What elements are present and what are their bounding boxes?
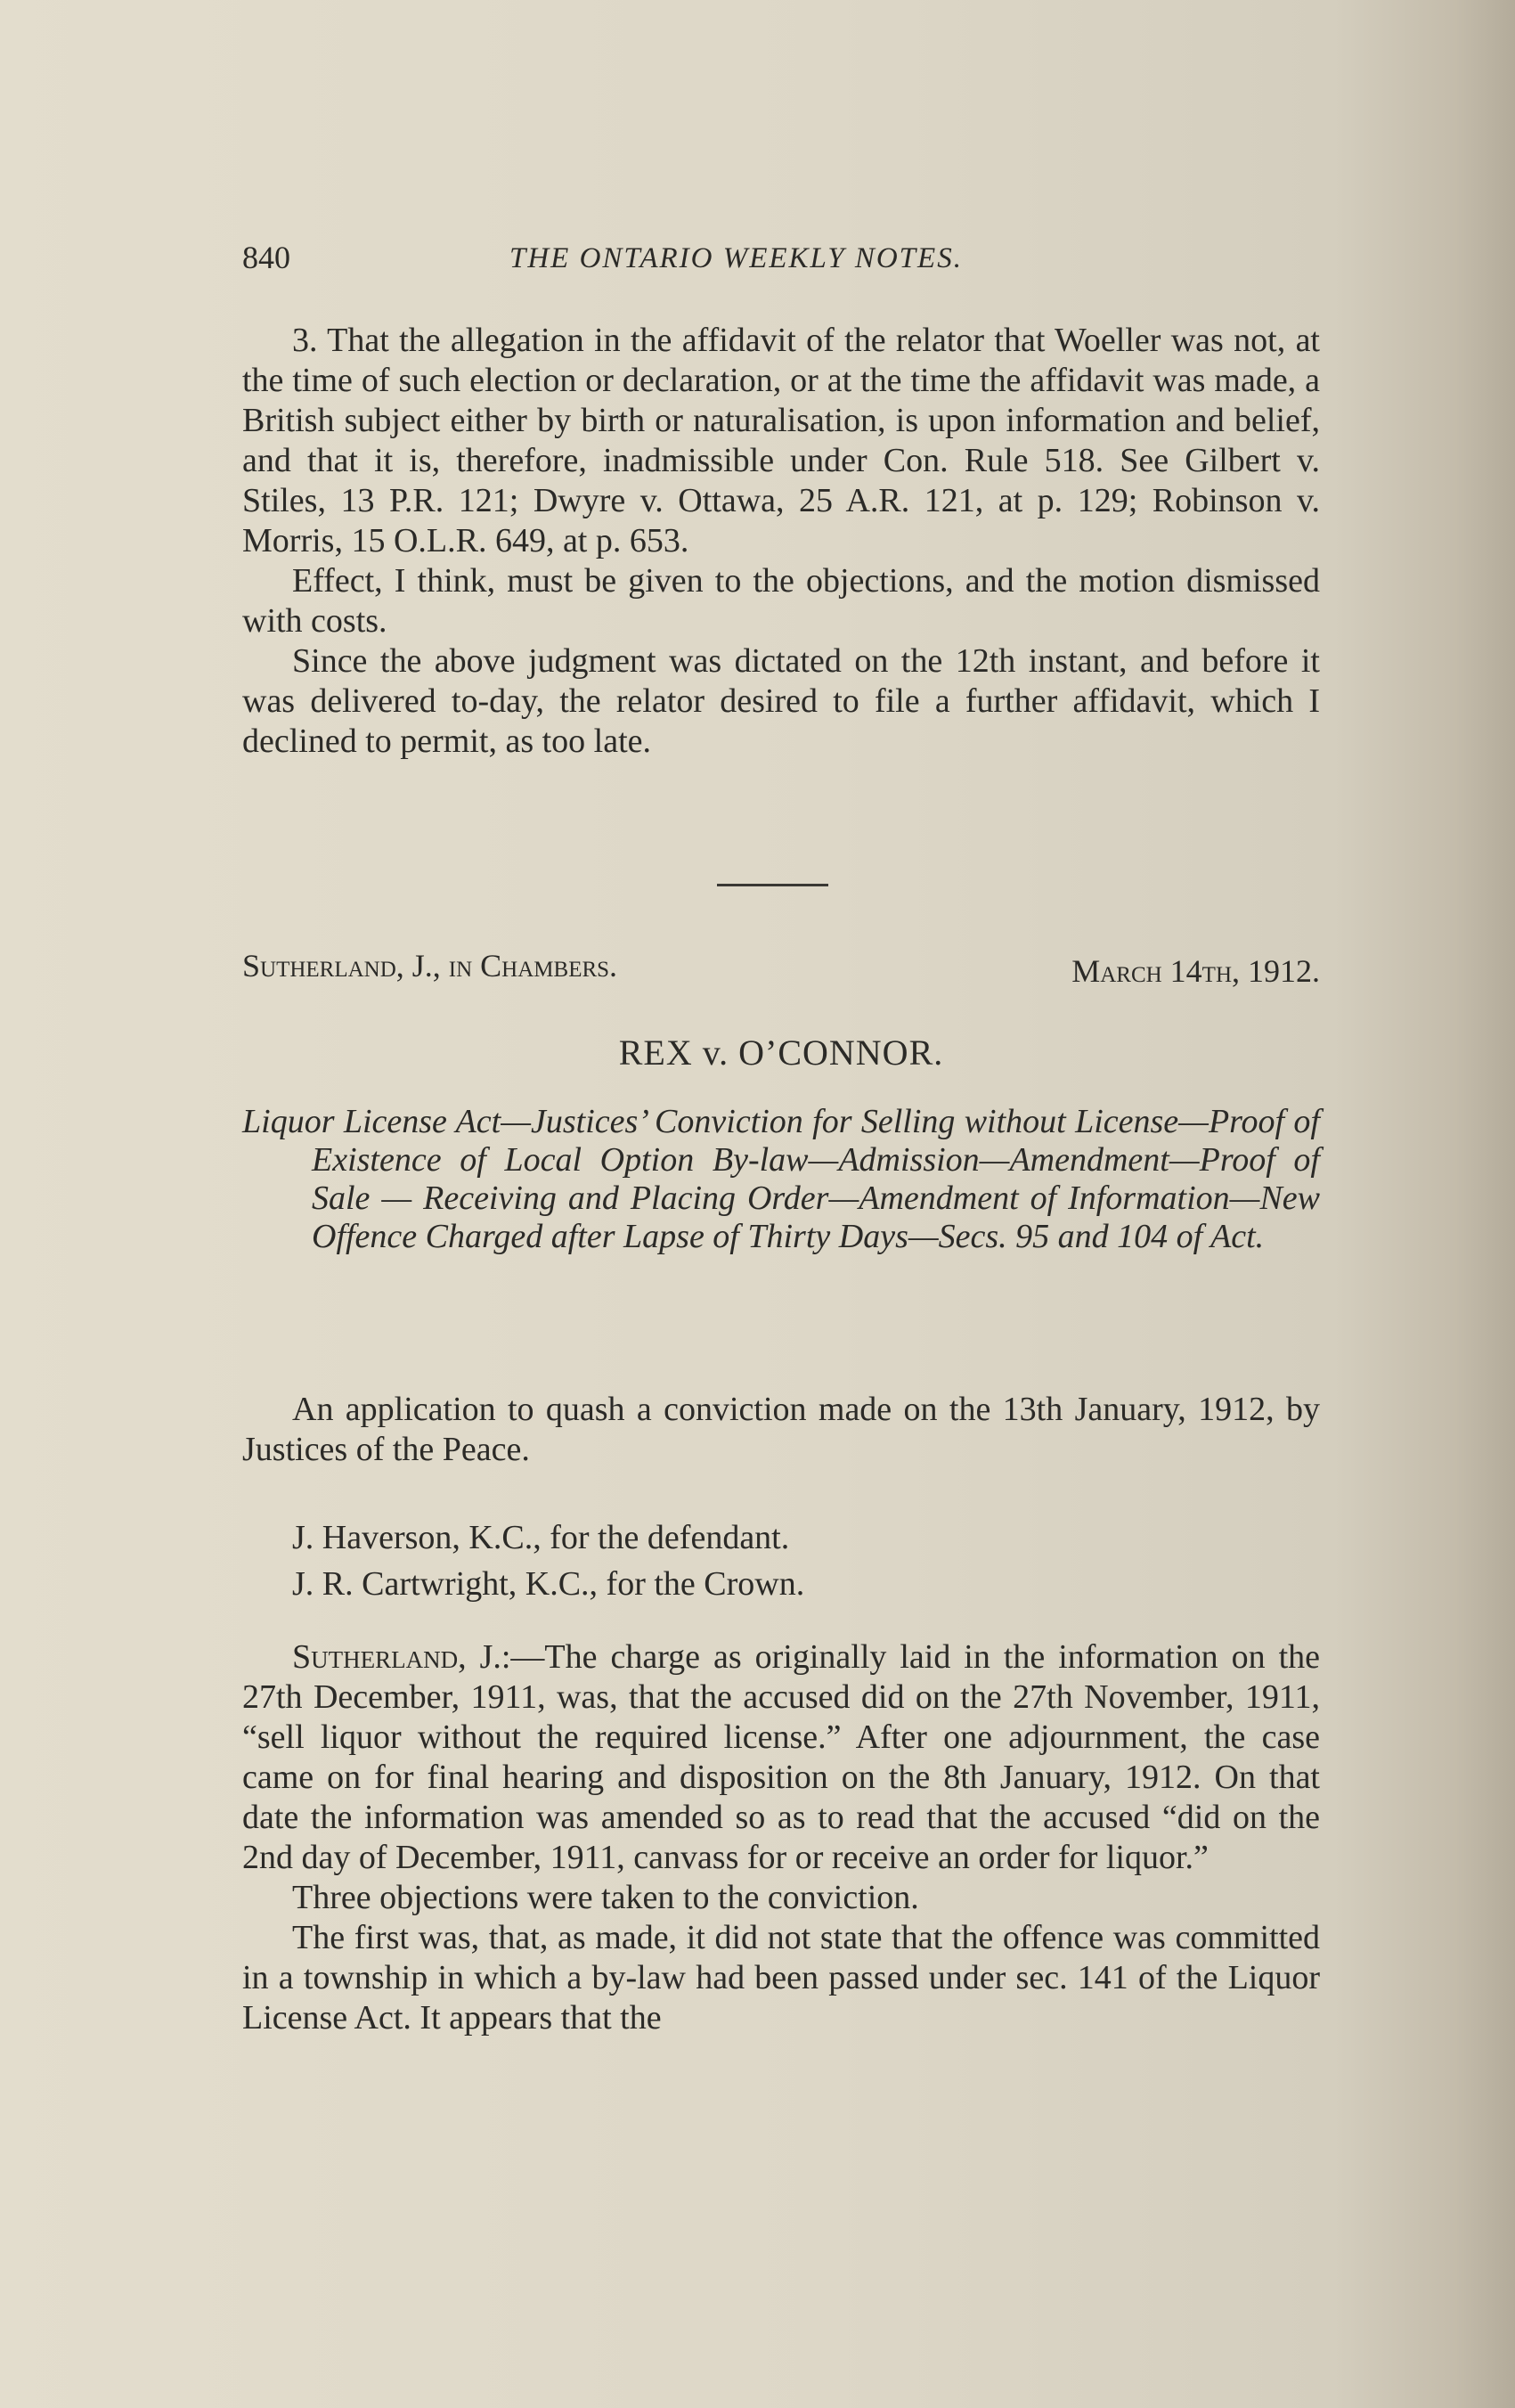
running-header	[242, 239, 1320, 283]
decision-date: March 14th, 1912.	[1071, 953, 1320, 989]
court-line	[242, 947, 1320, 992]
application-paragraph: An application to quash a conviction made on the 13th January, 1912, by Justices of the Peace.	[242, 1391, 1320, 1468]
judgment-body	[242, 1637, 1320, 2038]
judgment-opening	[242, 1637, 1320, 1878]
case-title: REX v. O’CONNOR.	[618, 1033, 944, 1073]
counsel-crown: J. R. Cartwright, K.C., for the Crown.	[292, 1565, 805, 1603]
page-number: 840	[242, 240, 290, 275]
judgment-first-objection: The first was, that, as made, it did not state that the offence was committed in a township in which a by-law had been passed under sec. 141 of the Liquor License Act. It appears that the	[242, 1919, 1320, 2037]
paragraph-postscript: Since the above judgment was dictated on the 12th instant, and before it was delivered to-day, the relator desired to file a further affidavit, which I declined to permit, as too late.	[242, 642, 1320, 760]
paragraph-objection-3: 3. That the allegation in the affidavit of the relator that Woeller was not, at the time of such election or declaration, or at the time the affidavit was made, a British subject either by birth or naturalisation, is upon information and belief, and that it is, therefore, inadmissible under Con. Rule 518. See Gilbert v. Stiles, 13 P.R. 121; Dwyre v. Ottawa, 25 A.R. 121, at p. 129; Robinson v. Morris, 15 O.L.R. 649, at p. 653.	[242, 322, 1320, 559]
paragraph-conclusion: Effect, I think, must be given to the objections, and the motion dismissed with costs.	[242, 562, 1320, 640]
court-name: Sutherland, J., in Chambers.	[242, 948, 618, 984]
judge-name: Sutherland, J.	[292, 1638, 501, 1676]
section-divider	[717, 884, 828, 886]
journal-title: THE ONTARIO WEEKLY NOTES.	[509, 242, 963, 274]
counsel-block	[242, 1514, 1320, 1607]
first-case-body	[242, 321, 1320, 762]
headnote	[242, 1103, 1320, 1256]
headnote-text: Liquor License Act—Justices’ Conviction for Selling without License—Proof of Existence of Local Option By-law—Admission—Amendment—Proof of Sale — Receiving and Placing Order—Amendment of Information—New Offence Charged after Lapse of Thirty Days—Secs. 95 and 104 of Act.	[242, 1103, 1320, 1255]
counsel-defendant: J. Haverson, K.C., for the defendant.	[292, 1519, 790, 1556]
application-block	[242, 1390, 1320, 1470]
judgment-objections-intro: Three objections were taken to the conviction.	[292, 1879, 919, 1916]
judgment-opening-text: :—The charge as originally laid in the information on the 27th December, 1911, was, that the accused did on the 27th November, 1911, “sell liquor without the required license.” After one adjournment, the case came on for final hearing and disposition on the 8th January, 1912. On that date the information was amended so as to read that the accused “did on the 2nd day of December, 1911, canvass for or receive an order for liquor.”	[242, 1638, 1320, 1876]
